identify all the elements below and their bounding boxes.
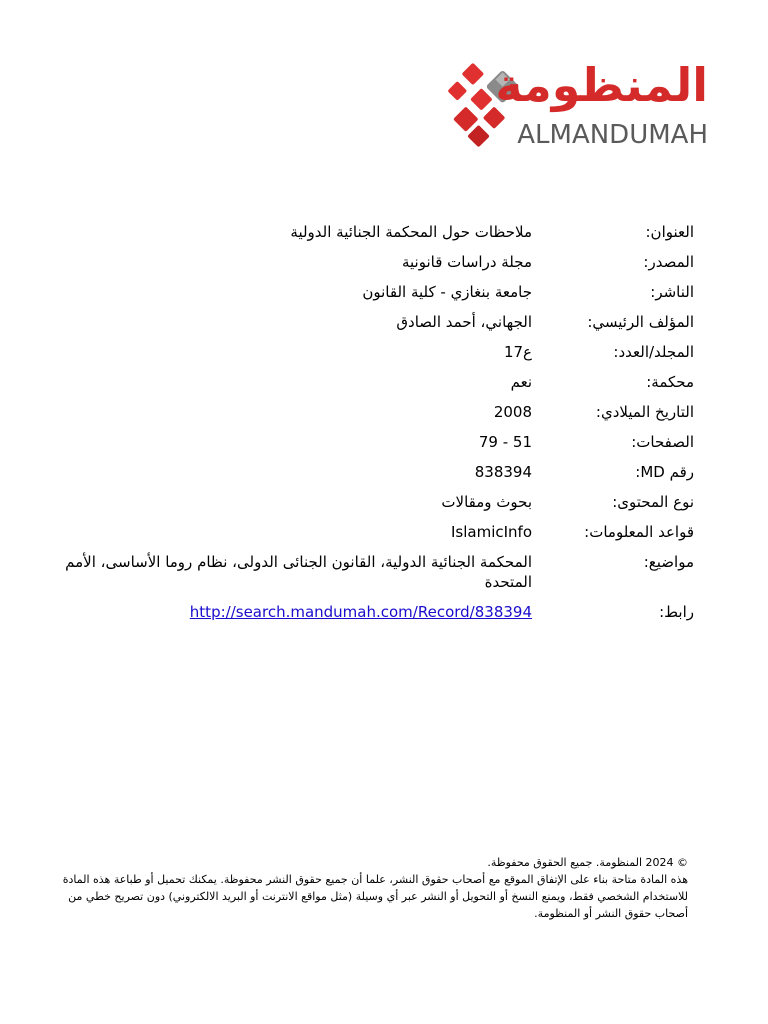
row-value: 838394	[474, 463, 532, 481]
row-label: قواعد المعلومات:	[584, 523, 694, 541]
row-label: المصدر:	[643, 253, 694, 271]
logo-english-wordmark: ALMANDUMAH	[517, 120, 708, 150]
record-link[interactable]: http://search.mandumah.com/Record/838394	[189, 603, 532, 621]
content-type-row	[60, 492, 694, 512]
record-metadata	[60, 222, 694, 632]
row-value: 2008	[493, 403, 532, 421]
row-label: الناشر:	[650, 283, 694, 301]
row-value: 51 - 79	[478, 433, 532, 451]
row-label: التاريخ الميلادي:	[595, 403, 694, 421]
row-value: بحوث ومقالات	[441, 493, 532, 511]
logo-arabic-wordmark: المنظومة	[495, 58, 708, 112]
volume-issue-row	[60, 342, 694, 362]
row-value: IslamicInfo	[450, 523, 532, 541]
row-label: المجلد/العدد:	[613, 343, 694, 361]
row-value: ملاحظات حول المحكمة الجنائية الدولية	[290, 223, 532, 241]
copyright-footer	[60, 854, 688, 922]
row-label: العنوان:	[645, 223, 694, 241]
row-label: الصفحات:	[631, 433, 694, 451]
row-value: المحكمة الجنائية الدولية، القانون الجنائى الدولى، نظام روما الأساسى، الأمم المتحدة	[65, 553, 532, 591]
copyright-notice: هذه المادة متاحة بناء على الإتفاق الموقع مع أصحاب حقوق النشر، علما أن جميع حقوق النشر محفوظة. يمكنك تحميل أو طباعة هذه المادة للاستخدام الشخصي فقط، ويمنع النسخ أو التحويل أو النشر عبر أي وسيلة (مثل مواقع الانترنت أو البريد الالكتروني) دون تصريح خطي من أصحاب حقوق النشر أو المنظومة.	[62, 873, 688, 920]
row-value: جامعة بنغازي - كلية القانون	[362, 283, 532, 301]
md-number-row	[60, 462, 694, 482]
row-value: الجهاني، أحمد الصادق	[396, 313, 532, 331]
row-value	[60, 602, 532, 622]
row-label: المؤلف الرئيسي:	[587, 313, 694, 331]
row-label: محكمة:	[646, 373, 694, 391]
row-label: نوع المحتوى:	[612, 493, 694, 511]
row-label: مواضيع:	[643, 553, 694, 571]
refereed-row	[60, 372, 694, 392]
row-label: رابط:	[659, 603, 694, 621]
publisher-row	[60, 282, 694, 302]
row-value: مجلة دراسات قانونية	[401, 253, 532, 271]
row-value: ع17	[503, 343, 532, 361]
title-row	[60, 222, 694, 242]
pages-row	[60, 432, 694, 452]
copyright-line: © 2024 المنظومة. جميع الحقوق محفوظة.	[487, 856, 688, 869]
author-row	[60, 312, 694, 332]
source-row	[60, 252, 694, 272]
subjects-row	[60, 552, 694, 592]
link-row	[60, 602, 694, 622]
date-row	[60, 402, 694, 422]
databases-row	[60, 522, 694, 542]
row-label: رقم MD:	[635, 463, 694, 481]
row-value: نعم	[510, 373, 532, 391]
